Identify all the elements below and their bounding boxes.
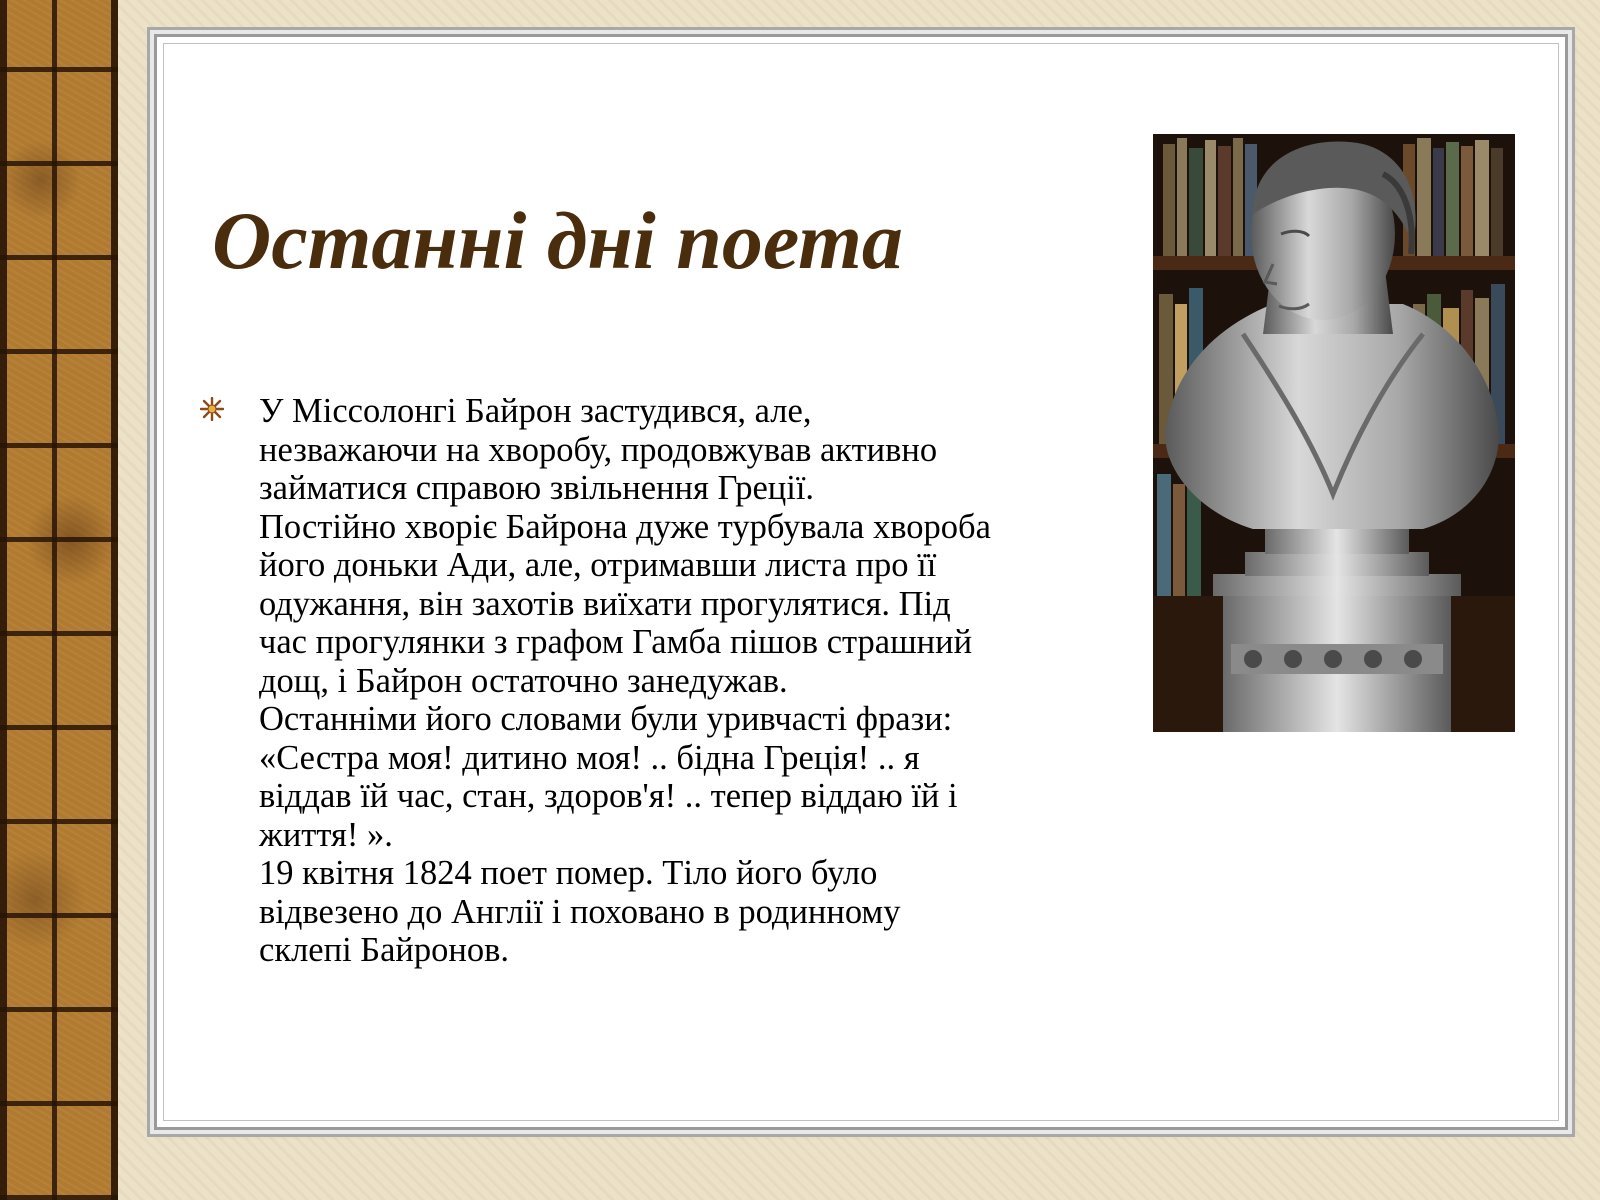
star-bullet-icon (200, 397, 224, 421)
paragraph-3: Останніми його словами були уривчасті фрази: «Сестра моя! дитино моя! .. бідна Греція! .. я віддав їй час, стан, здоров'я! .. тепер віддаю їй і життя! ». (259, 700, 958, 854)
slide-body (259, 392, 1119, 970)
paragraph-2: Постійно хворіє Байрона дуже турбувала хвороба його доньки Ади, але, отримавши листа про її одужання, він захотів виїхати прогулятися. Під час прогулянки з графом Гамба пішов страшний дощ, і Байрон остаточно занедужав. (259, 507, 991, 700)
byron-bust-portrait (1153, 134, 1515, 732)
paragraph-1: У Міссолонгі Байрон застудився, але, незважаючи на хворобу, продовжував активно займатися справою звільнення Греції. (259, 392, 938, 507)
decorative-left-border (0, 0, 118, 1200)
paragraph-4: 19 квітня 1824 поет помер. Тіло його було відвезено до Англії і поховано в родинному склепі Байронов. (259, 854, 901, 969)
slide-title: Останні дні поета (212, 195, 903, 286)
